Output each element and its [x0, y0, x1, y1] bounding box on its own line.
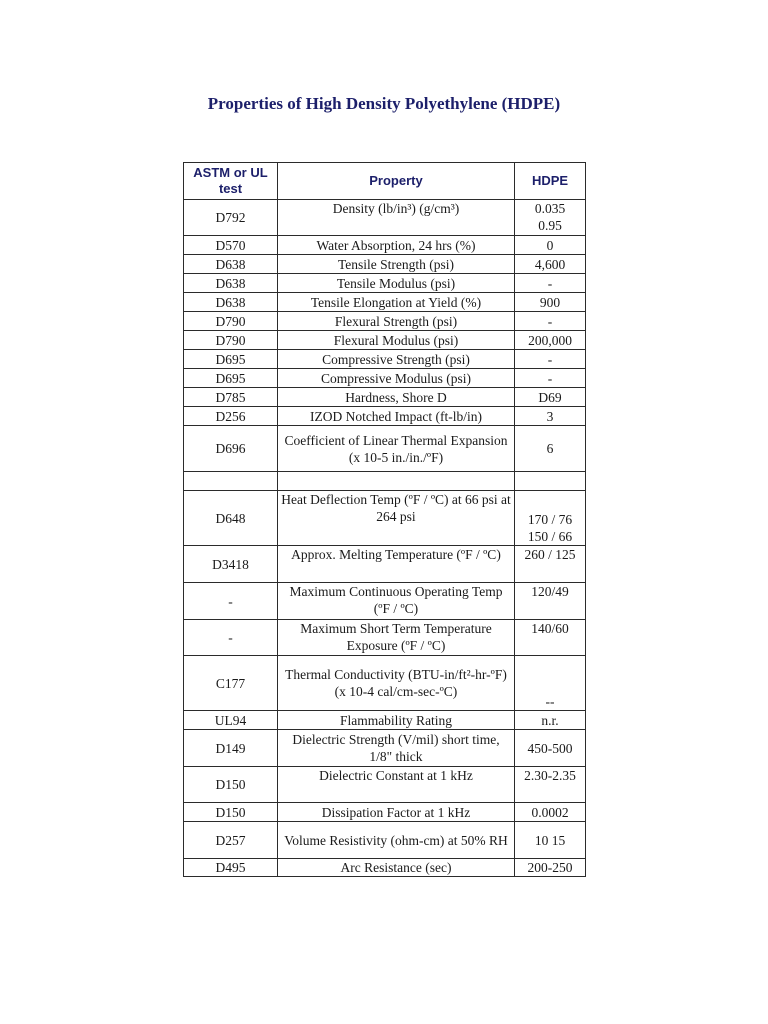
table-row [184, 583, 586, 620]
table-row [184, 656, 586, 711]
cell-property: Approx. Melting Temperature (ºF / ºC) [278, 546, 515, 583]
cell-astm: D790 [184, 331, 278, 350]
cell-astm: D785 [184, 388, 278, 407]
table-header-row [184, 163, 586, 200]
table-row [184, 293, 586, 312]
table-row [184, 407, 586, 426]
cell-hdpe: 450-500 [515, 730, 586, 767]
cell-property: Maximum Continuous Operating Temp (ºF / ºC) [278, 583, 515, 620]
cell-hdpe: - [515, 369, 586, 388]
cell-astm: D695 [184, 350, 278, 369]
cell-hdpe: - [515, 350, 586, 369]
cell-property: Heat Deflection Temp (ºF / ºC) at 66 psi at 264 psi [278, 491, 515, 546]
cell-astm: D648 [184, 491, 278, 546]
table-row [184, 472, 586, 491]
cell-hdpe: 200-250 [515, 859, 586, 877]
cell-astm: - [184, 583, 278, 620]
cell-property: Hardness, Shore D [278, 388, 515, 407]
cell-astm: D3418 [184, 546, 278, 583]
cell-hdpe: 0.035 0.95 [515, 200, 586, 236]
page-title: Properties of High Density Polyethylene (HDPE) [207, 94, 561, 113]
table-row [184, 236, 586, 255]
table-row [184, 388, 586, 407]
table-row [184, 546, 586, 583]
table-body [184, 200, 586, 877]
table-row [184, 200, 586, 236]
cell-astm: D638 [184, 274, 278, 293]
cell-property: Flexural Modulus (psi) [278, 331, 515, 350]
table-row [184, 859, 586, 877]
header-hdpe: HDPE [515, 163, 586, 200]
cell-property: Water Absorption, 24 hrs (%) [278, 236, 515, 255]
cell-property: Coefficient of Linear Thermal Expansion (x 10-5 in./in./ºF) [278, 426, 515, 472]
cell-astm: D792 [184, 200, 278, 236]
cell-property: Density (lb/in³) (g/cm³) [278, 200, 515, 236]
cell-property: Dielectric Strength (V/mil) short time, 1/8" thick [278, 730, 515, 767]
table-row [184, 767, 586, 803]
cell-property: Flammability Rating [278, 711, 515, 730]
cell-property: IZOD Notched Impact (ft-lb/in) [278, 407, 515, 426]
table-row [184, 255, 586, 274]
cell-astm: UL94 [184, 711, 278, 730]
cell-hdpe: 140/60 [515, 620, 586, 656]
cell-hdpe: 0 [515, 236, 586, 255]
cell-property: Compressive Strength (psi) [278, 350, 515, 369]
cell-astm: D256 [184, 407, 278, 426]
cell-hdpe: 10 15 [515, 822, 586, 859]
cell-hdpe: 2.30-2.35 [515, 767, 586, 803]
cell-hdpe: 0.0002 [515, 803, 586, 822]
properties-table [183, 162, 586, 877]
cell-hdpe: 4,600 [515, 255, 586, 274]
cell-property: Tensile Elongation at Yield (%) [278, 293, 515, 312]
cell-astm: D638 [184, 293, 278, 312]
cell-property: Dissipation Factor at 1 kHz [278, 803, 515, 822]
cell-hdpe: 170 / 76 150 / 66 [515, 491, 586, 546]
cell-astm: D638 [184, 255, 278, 274]
cell-astm: D790 [184, 312, 278, 331]
cell-hdpe: 3 [515, 407, 586, 426]
cell-hdpe: -- [515, 656, 586, 711]
cell-astm: D696 [184, 426, 278, 472]
cell-property: Maximum Short Term Temperature Exposure (ºF / ºC) [278, 620, 515, 656]
table-row [184, 730, 586, 767]
table-row [184, 426, 586, 472]
cell-astm: - [184, 620, 278, 656]
header-astm: ASTM or UL test [184, 163, 278, 200]
cell-astm: D149 [184, 730, 278, 767]
cell-property: Thermal Conductivity (BTU-in/ft²-hr-ºF) (x 10-4 cal/cm-sec-ºC) [278, 656, 515, 711]
cell-astm: C177 [184, 656, 278, 711]
cell-hdpe: 900 [515, 293, 586, 312]
cell-property: Tensile Strength (psi) [278, 255, 515, 274]
cell-astm: D495 [184, 859, 278, 877]
cell-property: Tensile Modulus (psi) [278, 274, 515, 293]
cell-astm: D257 [184, 822, 278, 859]
cell-astm: D150 [184, 767, 278, 803]
cell-hdpe: 260 / 125 [515, 546, 586, 583]
table-row [184, 711, 586, 730]
cell-hdpe [515, 472, 586, 491]
cell-property: Compressive Modulus (psi) [278, 369, 515, 388]
table-row [184, 350, 586, 369]
table-row [184, 620, 586, 656]
cell-hdpe: D69 [515, 388, 586, 407]
table-row [184, 491, 586, 546]
table-row [184, 274, 586, 293]
cell-hdpe: - [515, 312, 586, 331]
table-row [184, 331, 586, 350]
cell-astm: D150 [184, 803, 278, 822]
cell-property: Arc Resistance (sec) [278, 859, 515, 877]
cell-astm: D570 [184, 236, 278, 255]
cell-hdpe: 120/49 [515, 583, 586, 620]
cell-hdpe: 200,000 [515, 331, 586, 350]
cell-hdpe: - [515, 274, 586, 293]
cell-property: Volume Resistivity (ohm-cm) at 50% RH [278, 822, 515, 859]
cell-property: Flexural Strength (psi) [278, 312, 515, 331]
cell-hdpe: 6 [515, 426, 586, 472]
cell-property [278, 472, 515, 491]
cell-astm [184, 472, 278, 491]
table-row [184, 803, 586, 822]
cell-astm: D695 [184, 369, 278, 388]
table-row [184, 822, 586, 859]
table-row [184, 369, 586, 388]
cell-hdpe: n.r. [515, 711, 586, 730]
cell-property: Dielectric Constant at 1 kHz [278, 767, 515, 803]
header-property: Property [278, 163, 515, 200]
table-row [184, 312, 586, 331]
